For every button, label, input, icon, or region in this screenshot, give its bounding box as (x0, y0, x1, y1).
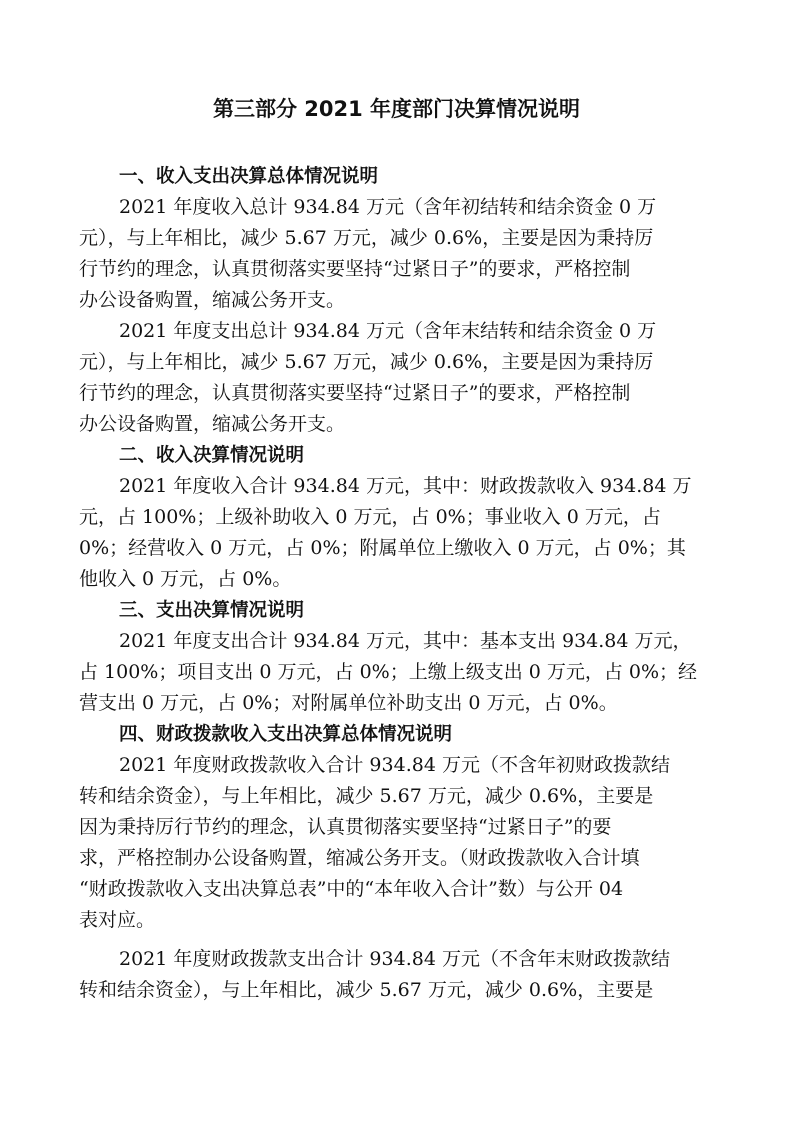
text-line: 2021 年度支出合计 934.84 万元，其中：基本支出 934.84 万元， (119, 630, 692, 652)
text-line: 转和结余资金），与上年相比，减少 5.67 万元，减少 0.6%，主要是 (79, 785, 654, 807)
text-line: 2021 年度财政拨款支出合计 934.84 万元（不含年末财政拨款结 (119, 948, 670, 970)
section-heading: 三、支出决算情况说明 (119, 600, 305, 621)
section-heading: 一、收入支出决算总体情况说明 (119, 166, 379, 187)
text-line: 办公设备购置，缩减公务开支。 (79, 413, 346, 435)
text-line: 办公设备购置，缩减公务开支。 (79, 289, 346, 311)
paragraph (79, 944, 725, 1006)
text-line: 0%；经营收入 0 万元，占 0%；附属单位上缴收入 0 万元，占 0%；其 (79, 537, 686, 559)
text-line: 转和结余资金），与上年相比，减少 5.67 万元，减少 0.6%，主要是 (79, 979, 654, 1001)
text-line: 求，严格控制办公设备购置，缩减公务开支。（财政拨款收入合计填 (79, 847, 640, 869)
paragraph (79, 750, 725, 936)
text-line: 2021 年度收入合计 934.84 万元，其中：财政拨款收入 934.84 万 (119, 475, 692, 497)
paragraph-gap (79, 936, 725, 944)
text-line: 行节约的理念，认真贯彻落实要坚持“过紧日子”的要求，严格控制 (79, 258, 631, 280)
text-line: 行节约的理念，认真贯彻落实要坚持“过紧日子”的要求，严格控制 (79, 382, 631, 404)
section-heading: 四、财政拨款收入支出决算总体情况说明 (119, 724, 453, 745)
paragraph (79, 626, 725, 719)
paragraph (79, 471, 725, 595)
paragraph (79, 316, 725, 440)
text-line: 2021 年度收入总计 934.84 万元（含年初结转和结余资金 0 万 (119, 196, 657, 218)
text-line: 表对应。 (79, 909, 156, 931)
text-line: 2021 年度支出总计 934.84 万元（含年末结转和结余资金 0 万 (119, 320, 657, 342)
section-heading: 二、收入决算情况说明 (119, 445, 305, 466)
text-line: “财政拨款收入支出决算总表”中的“本年收入合计”数）与公开 04 (79, 878, 624, 900)
text-line: 占 100%；项目支出 0 万元，占 0%；上缴上级支出 0 万元，占 0%；经 (79, 661, 698, 683)
text-line: 元），与上年相比，减少 5.67 万元，减少 0.6%，主要是因为秉持厉 (79, 351, 654, 373)
text-line: 元），与上年相比，减少 5.67 万元，减少 0.6%，主要是因为秉持厉 (79, 227, 654, 249)
paragraph (79, 192, 725, 316)
document-body (79, 161, 725, 1006)
text-line: 2021 年度财政拨款收入合计 934.84 万元（不含年初财政拨款结 (119, 754, 670, 776)
page-title: 第三部分 2021 年度部门决算情况说明 (212, 97, 581, 121)
text-line: 因为秉持厉行节约的理念，认真贯彻落实要坚持“过紧日子”的要 (79, 816, 612, 838)
text-line: 元，占 100%；上级补助收入 0 万元，占 0%；事业收入 0 万元，占 (79, 506, 661, 528)
text-line: 营支出 0 万元，占 0%；对附属单位补助支出 0 万元，占 0%。 (79, 692, 618, 714)
text-line: 他收入 0 万元，占 0%。 (79, 568, 292, 590)
